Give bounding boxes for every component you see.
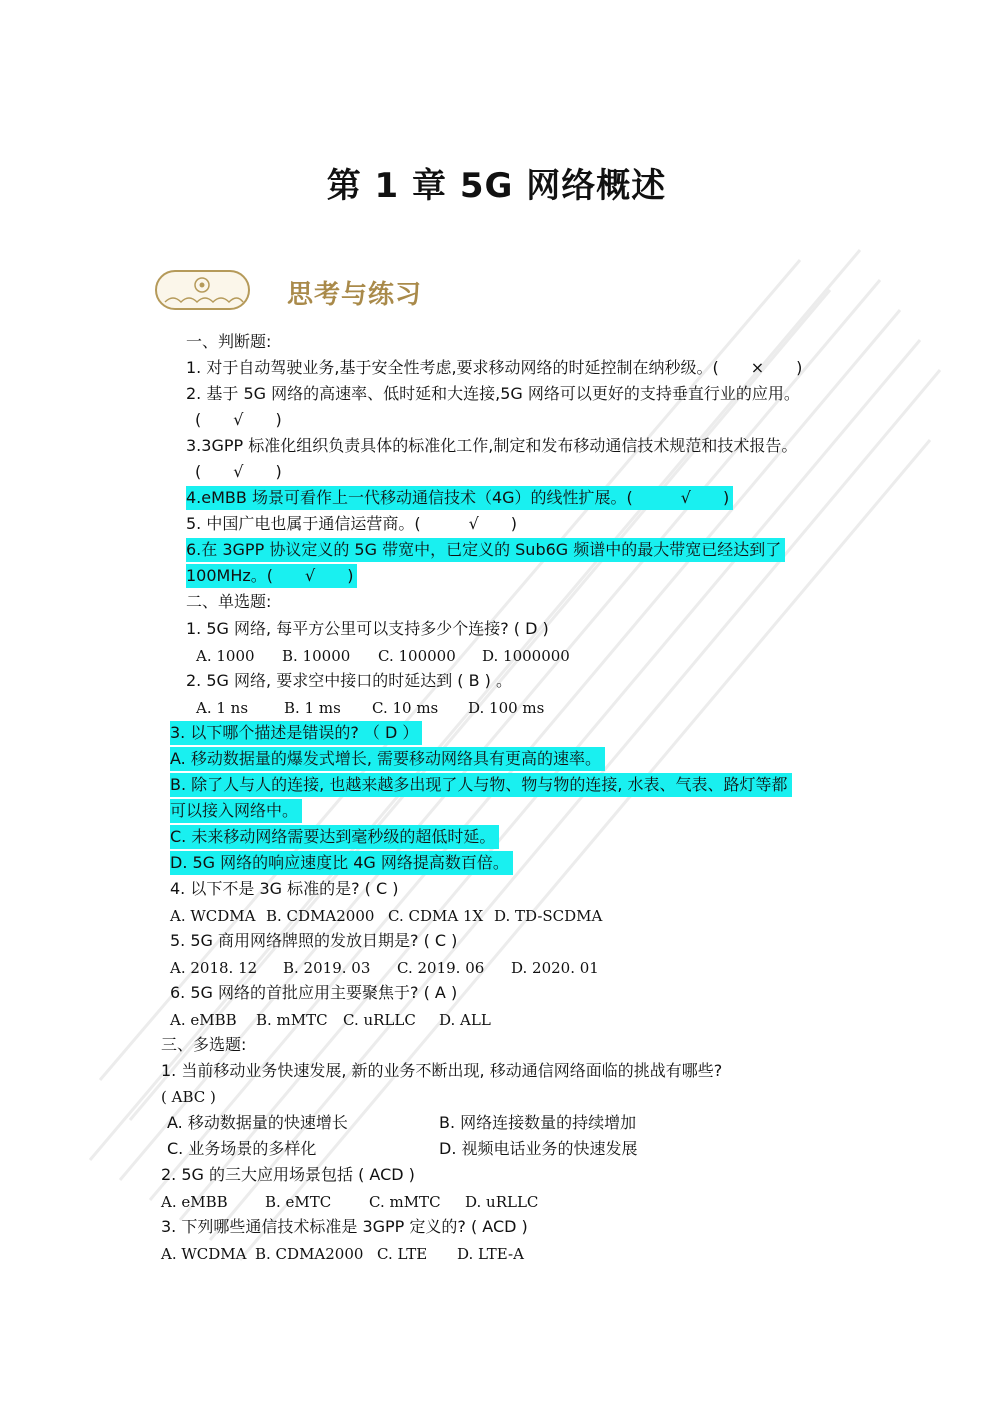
option-d: D. 100 ms — [468, 699, 545, 717]
option-b: B. CDMA2000 — [266, 907, 375, 925]
option-a: A. WCDMA — [170, 907, 256, 925]
option-c: C. 100000 — [378, 647, 456, 665]
option-a: A. eMBB — [170, 1011, 237, 1029]
multi-q1: 1. 当前移动业务快速发展, 新的业务不断出现, 移动通信网络面临的挑战有哪些? — [161, 1061, 723, 1080]
judgment-q5: 5. 中国广电也属于通信运营商。( √ ) — [186, 514, 518, 533]
chapter-title: 第 1 章 5G 网络概述 — [326, 166, 667, 206]
option-a: A. 移动数据量的快速增长 — [167, 1113, 348, 1132]
multi-q1-answer: ( ABC ) — [161, 1088, 216, 1106]
single-q1-options — [196, 644, 570, 668]
option-a: A. WCDMA — [161, 1245, 247, 1263]
single-q3-option-d: D. 5G 网络的响应速度比 4G 网络提高数百倍。 — [170, 851, 513, 875]
option-b: B. mMTC — [256, 1011, 328, 1029]
option-b: B. 10000 — [282, 647, 351, 665]
judgment-heading: 一、判断题: — [186, 332, 272, 351]
judgment-q6: 6.在 3GPP 协议定义的 5G 带宽中，已定义的 Sub6G 频谱中的最大带宽已经达到了 — [186, 538, 785, 562]
multi-q2-options — [161, 1190, 538, 1214]
single-q3-option-b-cont: 可以接入网络中。 — [170, 799, 302, 823]
option-a: A. eMBB — [161, 1193, 228, 1211]
option-d: D. ALL — [439, 1011, 491, 1029]
option-c: C. 2019. 06 — [397, 959, 485, 977]
single-q2: 2. 5G 网络, 要求空中接口的时延达到 ( B ) 。 — [186, 671, 512, 690]
option-c: C. CDMA 1X — [388, 907, 484, 925]
multi-q3: 3. 下列哪些通信技术标准是 3GPP 定义的? ( ACD ) — [161, 1217, 528, 1236]
option-d: D. 视频电话业务的快速发展 — [439, 1139, 638, 1158]
single-q1: 1. 5G 网络, 每平方公里可以支持多少个连接? ( D ) — [186, 619, 549, 638]
option-a: A. 1 ns — [196, 699, 249, 717]
multi-q2: 2. 5G 的三大应用场景包括 ( ACD ) — [161, 1165, 415, 1184]
option-c: C. 业务场景的多样化 — [167, 1139, 317, 1158]
multi-q1-options-row1 — [167, 1111, 636, 1135]
single-q3-option-c: C. 未来移动网络需要达到毫秒级的超低时延。 — [170, 825, 499, 849]
option-b: B. 1 ms — [284, 699, 341, 717]
option-c: C. LTE — [377, 1245, 428, 1263]
option-d: D. uRLLC — [465, 1193, 539, 1211]
option-a: A. 2018. 12 — [170, 959, 258, 977]
option-d: D. TD-SCDMA — [494, 907, 603, 925]
single-q3: 3. 以下哪个描述是错误的? （ D ） — [170, 721, 422, 745]
judgment-q3: 3.3GPP 标准化组织负责具体的标准化工作,制定和发布移动通信技术规范和技术报告。 — [186, 436, 798, 455]
single-heading: 二、单选题: — [186, 592, 272, 611]
section-title: 思考与练习 — [287, 280, 423, 310]
multi-q3-options — [161, 1242, 524, 1266]
multi-heading: 三、多选题: — [161, 1035, 247, 1054]
single-q3-option-a: A. 移动数据量的爆发式增长, 需要移动网络具有更高的速率。 — [170, 747, 605, 771]
option-b: B. eMTC — [265, 1193, 332, 1211]
single-q6: 6. 5G 网络的首批应用主要聚焦于? ( A ) — [170, 983, 458, 1002]
single-q3-option-b: B. 除了人与人的连接, 也越来越多出现了人与物、物与物的连接, 水表、气表、路灯等都 — [170, 773, 792, 797]
single-q4-options — [170, 904, 602, 928]
judgment-q2: 2. 基于 5G 网络的高速率、低时延和大连接,5G 网络可以更好的支持垂直行业的应用。 — [186, 384, 800, 403]
single-q2-options — [196, 696, 544, 720]
single-q4: 4. 以下不是 3G 标准的是? ( C ) — [170, 879, 399, 898]
option-b: B. CDMA2000 — [255, 1245, 364, 1263]
option-c: C. mMTC — [369, 1193, 441, 1211]
judgment-q3-answer: ( √ ) — [195, 462, 282, 481]
option-a: A. 1000 — [196, 647, 255, 665]
section-badge-icon — [155, 270, 250, 310]
judgment-q2-answer: ( √ ) — [195, 410, 282, 429]
single-q6-options — [170, 1008, 491, 1032]
option-b: B. 网络连接数量的持续增加 — [439, 1113, 637, 1132]
option-c: C. uRLLC — [343, 1011, 416, 1029]
single-q5-options — [170, 956, 599, 980]
option-d: D. LTE-A — [457, 1245, 524, 1263]
option-d: D. 2020. 01 — [511, 959, 599, 977]
option-b: B. 2019. 03 — [283, 959, 371, 977]
option-d: D. 1000000 — [482, 647, 570, 665]
single-q5: 5. 5G 商用网络牌照的发放日期是? ( C ) — [170, 931, 458, 950]
multi-q1-options-row2 — [167, 1137, 638, 1161]
judgment-q1: 1. 对于自动驾驶业务,基于安全性考虑,要求移动网络的时延控制在纳秒级。( × ) — [186, 358, 803, 377]
judgment-q4: 4.eMBB 场景可看作上一代移动通信技术（4G）的线性扩展。( √ ) — [186, 486, 733, 510]
option-c: C. 10 ms — [372, 699, 439, 717]
judgment-q6-answer: 100MHz。( √ ) — [186, 564, 357, 588]
